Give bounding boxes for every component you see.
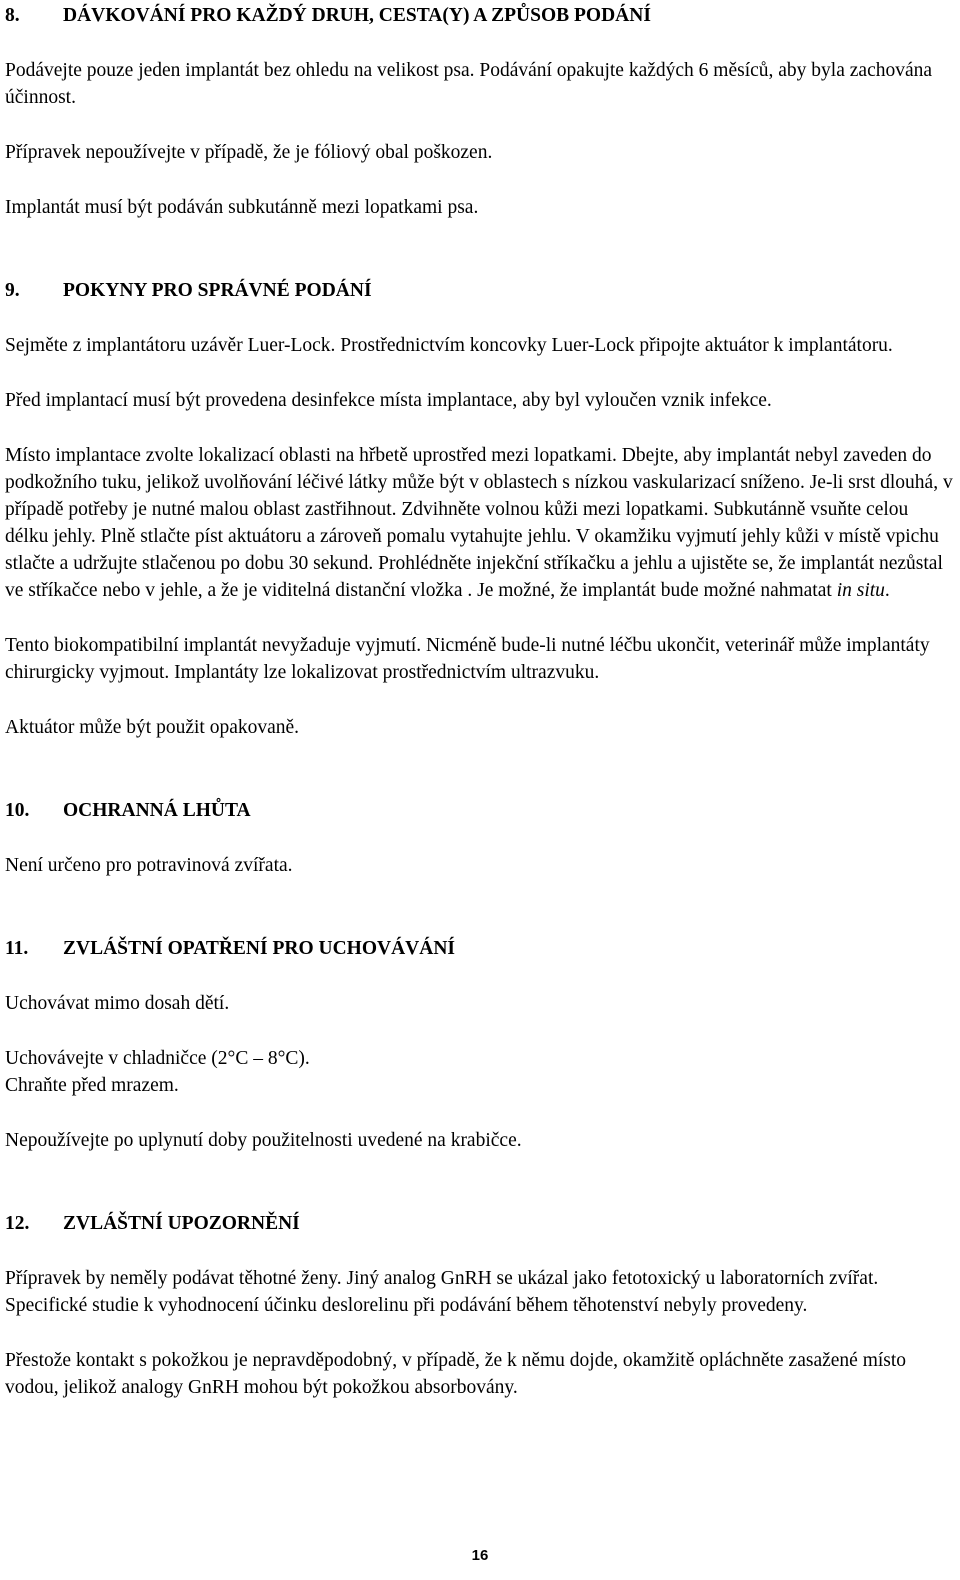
paragraph: Přípravek by neměly podávat těhotné ženy. Jiný analog GnRH se ukázal jako fetotoxický u laboratorních zvířat. Specifické studie k vyhodnocení účinku deslorelinu při podávání během těhotenství nebyly provedeny. xyxy=(5,1268,879,1316)
paragraph: Chraňte před mrazem. xyxy=(5,1075,179,1096)
section-title: DÁVKOVÁNÍ PRO KAŽDÝ DRUH, CESTA(Y) A ZPŮSOB PODÁNÍ xyxy=(63,5,651,26)
paragraph: Uchovávat mimo dosah dětí. xyxy=(5,993,230,1014)
section-heading xyxy=(5,797,953,824)
paragraph: Nepoužívejte po uplynutí doby použitelnosti uvedené na krabičce. xyxy=(5,1130,522,1151)
document-page xyxy=(5,0,953,1401)
paragraph: Implantát musí být podáván subkutánně mezi lopatkami psa. xyxy=(5,197,479,218)
paragraph: Sejměte z implantátoru uzávěr Luer-Lock. Prostřednictvím koncovky Luer-Lock připojte aktuátor k implantátoru. xyxy=(5,335,893,356)
paragraph: Přípravek nepoužívejte v případě, že je fóliový obal poškozen. xyxy=(5,142,493,163)
paragraph-end: . xyxy=(884,580,890,601)
section-heading xyxy=(5,935,953,962)
paragraph-text: Místo implantace zvolte lokalizací oblasti na hřbetě uprostřed mezi lopatkami. Dbejte, aby implantát nebyl zaveden do podkožního tuku, jelikož uvolňování léčivé látky může být v oblastech s nízkou vaskularizací sníženo. Je-li srst dlouhá, v případě potřeby je nutné malou oblast zastřihnout. Zdvihněte volnou kůži mezi lopatkami. Subkutánně vsuňte celou délku jehly. Plně stlačte píst aktuátoru a zároveň pomalu vytahujte jehlu. V okamžiku vyjmutí jehly kůži v místě vpichu stlačte a udržujte stlačenou po dobu 30 sekund. Prohlédněte injekční stříkačku a jehlu a ujistěte se, že implantát nezůstal ve stříkačce nebo v jehle, a že je viditelná distanční vložka . Je možné, že implantát bude možné nahmatat xyxy=(5,445,953,601)
section-number: 12. xyxy=(5,1213,30,1234)
paragraph: Uchovávejte v chladničce (2°C – 8°C). xyxy=(5,1048,310,1069)
paragraph: Podávejte pouze jeden implantát bez ohledu na velikost psa. Podávání opakujte každých 6 měsíců, aby byla zachována účinnost. xyxy=(5,60,933,108)
section-title: OCHRANNÁ LHŮTA xyxy=(63,800,251,821)
section-12 xyxy=(5,1210,953,1401)
section-10 xyxy=(5,797,953,879)
paragraph: Není určeno pro potravinová zvířata. xyxy=(5,855,293,876)
section-number: 8. xyxy=(5,5,20,26)
section-8 xyxy=(5,0,953,221)
section-number: 9. xyxy=(5,280,20,301)
section-heading xyxy=(5,2,953,29)
section-title: ZVLÁŠTNÍ OPATŘENÍ PRO UCHOVÁVÁNÍ xyxy=(63,938,456,959)
section-number: 10. xyxy=(5,800,30,821)
section-title: POKYNY PRO SPRÁVNÉ PODÁNÍ xyxy=(63,280,372,301)
italic-term: in situ xyxy=(836,580,885,601)
paragraph: Před implantací musí být provedena desinfekce místa implantace, aby byl vyloučen vznik infekce. xyxy=(5,390,772,411)
section-title: ZVLÁŠTNÍ UPOZORNĚNÍ xyxy=(63,1213,300,1234)
paragraph: Přestože kontakt s pokožkou je nepravděpodobný, v případě, že k němu dojde, okamžitě opláchněte zasažené místo vodou, jelikož analogy GnRH mohou být pokožkou absorbovány. xyxy=(5,1350,907,1398)
section-heading xyxy=(5,277,953,304)
paragraph-with-italic xyxy=(5,442,953,604)
section-9 xyxy=(5,277,953,741)
section-number: 11. xyxy=(5,938,29,959)
section-11 xyxy=(5,935,953,1154)
section-heading xyxy=(5,1210,953,1237)
paragraph: Tento biokompatibilní implantát nevyžaduje vyjmutí. Nicméně bude-li nutné léčbu ukončit, veterinář může implantáty chirurgicky vyjmout. Implantáty lze lokalizovat prostřednictvím ultrazvuku. xyxy=(5,635,930,683)
page-number: 16 xyxy=(471,1547,489,1564)
paragraph: Aktuátor může být použit opakovaně. xyxy=(5,717,300,738)
